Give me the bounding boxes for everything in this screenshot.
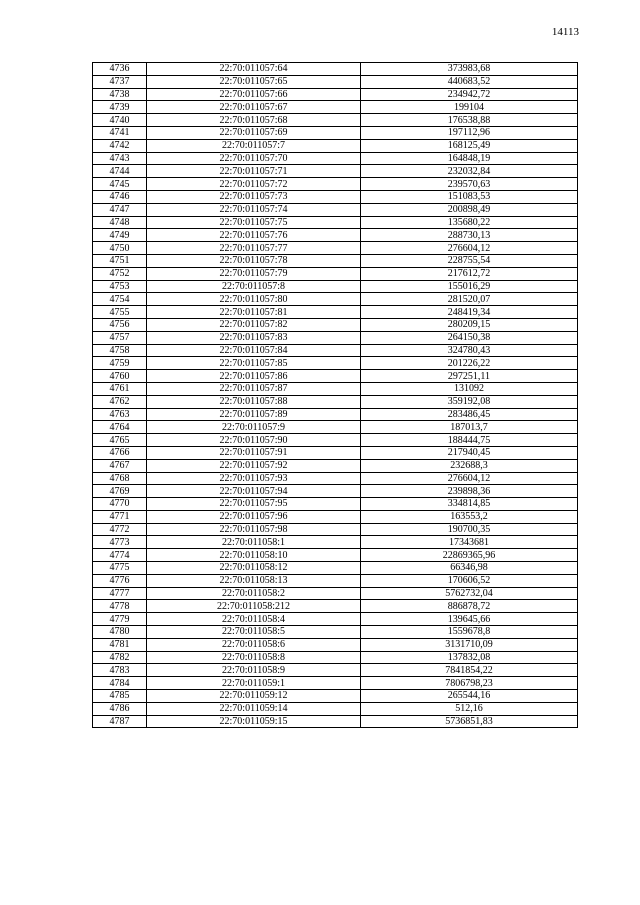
cadastral-number-cell: 22:70:011057:67 — [147, 101, 361, 114]
table-row — [93, 408, 578, 421]
cadastral-number-cell: 22:70:011057:86 — [147, 370, 361, 383]
cadastral-value-cell: 22869365,96 — [361, 549, 578, 562]
cadastral-value-cell: 190700,35 — [361, 523, 578, 536]
cadastral-value-cell: 201226,22 — [361, 357, 578, 370]
table-row — [93, 370, 578, 383]
table-row — [93, 229, 578, 242]
row-number-cell: 4743 — [93, 152, 147, 165]
cadastral-number-cell: 22:70:011058:9 — [147, 664, 361, 677]
table-row — [93, 664, 578, 677]
table-row — [93, 690, 578, 703]
table-row — [93, 587, 578, 600]
cadastral-number-cell: 22:70:011057:79 — [147, 267, 361, 280]
row-number-cell: 4737 — [93, 75, 147, 88]
cadastral-value-cell: 359192,08 — [361, 395, 578, 408]
table-row — [93, 523, 578, 536]
cadastral-value-cell: 239898,36 — [361, 485, 578, 498]
table-row — [93, 549, 578, 562]
cadastral-value-cell: 151083,53 — [361, 190, 578, 203]
table-row — [93, 613, 578, 626]
cadastral-value-cell: 170606,52 — [361, 574, 578, 587]
table-row — [93, 638, 578, 651]
row-number-cell: 4741 — [93, 126, 147, 139]
cadastral-value-cell: 17343681 — [361, 536, 578, 549]
cadastral-value-cell: 265544,16 — [361, 690, 578, 703]
table-row — [93, 63, 578, 76]
row-number-cell: 4771 — [93, 510, 147, 523]
row-number-cell: 4736 — [93, 63, 147, 76]
row-number-cell: 4762 — [93, 395, 147, 408]
cadastral-number-cell: 22:70:011058:5 — [147, 626, 361, 639]
row-number-cell: 4753 — [93, 280, 147, 293]
cadastral-number-cell: 22:70:011057:8 — [147, 280, 361, 293]
row-number-cell: 4787 — [93, 715, 147, 728]
row-number-cell: 4786 — [93, 702, 147, 715]
cadastral-value-cell: 168125,49 — [361, 139, 578, 152]
cadastral-value-cell: 334814,85 — [361, 498, 578, 511]
table-row — [93, 88, 578, 101]
table-row — [93, 242, 578, 255]
table-row — [93, 178, 578, 191]
cadastral-value-cell: 7841854,22 — [361, 664, 578, 677]
cadastral-value-cell: 232688,3 — [361, 459, 578, 472]
row-number-cell: 4750 — [93, 242, 147, 255]
cadastral-value-cell: 197112,96 — [361, 126, 578, 139]
cadastral-value-cell: 264150,38 — [361, 331, 578, 344]
cadastral-number-cell: 22:70:011057:80 — [147, 293, 361, 306]
cadastral-value-cell: 5762732,04 — [361, 587, 578, 600]
cadastral-number-cell: 22:70:011058:1 — [147, 536, 361, 549]
cadastral-value-cell: 135680,22 — [361, 216, 578, 229]
cadastral-number-cell: 22:70:011057:9 — [147, 421, 361, 434]
cadastral-number-cell: 22:70:011058:13 — [147, 574, 361, 587]
row-number-cell: 4780 — [93, 626, 147, 639]
cadastral-value-cell: 7806798,23 — [361, 677, 578, 690]
page-number: 14113 — [551, 26, 579, 38]
row-number-cell: 4774 — [93, 549, 147, 562]
cadastral-number-cell: 22:70:011057:90 — [147, 434, 361, 447]
cadastral-number-cell: 22:70:011057:66 — [147, 88, 361, 101]
cadastral-value-cell: 373983,68 — [361, 63, 578, 76]
cadastral-number-cell: 22:70:011059:14 — [147, 702, 361, 715]
cadastral-number-cell: 22:70:011058:6 — [147, 638, 361, 651]
cadastral-value-table — [92, 62, 578, 728]
cadastral-value-cell: 234942,72 — [361, 88, 578, 101]
table-row — [93, 152, 578, 165]
cadastral-number-cell: 22:70:011057:85 — [147, 357, 361, 370]
table-row — [93, 434, 578, 447]
cadastral-number-cell: 22:70:011057:89 — [147, 408, 361, 421]
table-row — [93, 446, 578, 459]
cadastral-value-cell: 1559678,8 — [361, 626, 578, 639]
row-number-cell: 4740 — [93, 114, 147, 127]
cadastral-number-cell: 22:70:011057:81 — [147, 306, 361, 319]
cadastral-value-cell: 276604,12 — [361, 242, 578, 255]
row-number-cell: 4775 — [93, 562, 147, 575]
table-row — [93, 101, 578, 114]
table-row — [93, 459, 578, 472]
table-row — [93, 357, 578, 370]
cadastral-value-cell: 324780,43 — [361, 344, 578, 357]
cadastral-value-cell: 288730,13 — [361, 229, 578, 242]
row-number-cell: 4769 — [93, 485, 147, 498]
row-number-cell: 4749 — [93, 229, 147, 242]
table-row — [93, 344, 578, 357]
table-row — [93, 485, 578, 498]
table-row — [93, 126, 578, 139]
row-number-cell: 4765 — [93, 434, 147, 447]
table-row — [93, 702, 578, 715]
cadastral-value-cell: 3131710,09 — [361, 638, 578, 651]
cadastral-value-cell: 163553,2 — [361, 510, 578, 523]
cadastral-number-cell: 22:70:011057:83 — [147, 331, 361, 344]
cadastral-value-cell: 512,16 — [361, 702, 578, 715]
table-row — [93, 395, 578, 408]
row-number-cell: 4773 — [93, 536, 147, 549]
cadastral-number-cell: 22:70:011057:70 — [147, 152, 361, 165]
cadastral-number-cell: 22:70:011058:10 — [147, 549, 361, 562]
cadastral-number-cell: 22:70:011059:12 — [147, 690, 361, 703]
cadastral-number-cell: 22:70:011058:4 — [147, 613, 361, 626]
table-row — [93, 421, 578, 434]
cadastral-number-cell: 22:70:011057:65 — [147, 75, 361, 88]
cadastral-number-cell: 22:70:011058:8 — [147, 651, 361, 664]
cadastral-value-cell: 200898,49 — [361, 203, 578, 216]
row-number-cell: 4758 — [93, 344, 147, 357]
cadastral-number-cell: 22:70:011057:91 — [147, 446, 361, 459]
row-number-cell: 4744 — [93, 165, 147, 178]
cadastral-number-cell: 22:70:011058:12 — [147, 562, 361, 575]
row-number-cell: 4747 — [93, 203, 147, 216]
table-row — [93, 293, 578, 306]
cadastral-value-cell: 217940,45 — [361, 446, 578, 459]
table-row — [93, 75, 578, 88]
table-row — [93, 510, 578, 523]
cadastral-value-cell: 281520,07 — [361, 293, 578, 306]
cadastral-value-cell: 187013,7 — [361, 421, 578, 434]
row-number-cell: 4746 — [93, 190, 147, 203]
table-row — [93, 114, 578, 127]
cadastral-value-cell: 131092 — [361, 382, 578, 395]
table-row — [93, 536, 578, 549]
table-body — [93, 63, 578, 728]
row-number-cell: 4745 — [93, 178, 147, 191]
row-number-cell: 4770 — [93, 498, 147, 511]
table-row — [93, 472, 578, 485]
row-number-cell: 4777 — [93, 587, 147, 600]
cadastral-number-cell: 22:70:011057:94 — [147, 485, 361, 498]
table-row — [93, 306, 578, 319]
row-number-cell: 4742 — [93, 139, 147, 152]
cadastral-value-cell: 176538,88 — [361, 114, 578, 127]
table-row — [93, 498, 578, 511]
table-row — [93, 677, 578, 690]
cadastral-value-cell: 217612,72 — [361, 267, 578, 280]
cadastral-number-cell: 22:70:011057:96 — [147, 510, 361, 523]
table-row — [93, 318, 578, 331]
row-number-cell: 4759 — [93, 357, 147, 370]
table-row — [93, 254, 578, 267]
cadastral-number-cell: 22:70:011057:68 — [147, 114, 361, 127]
cadastral-value-cell: 248419,34 — [361, 306, 578, 319]
row-number-cell: 4779 — [93, 613, 147, 626]
cadastral-value-cell: 297251,11 — [361, 370, 578, 383]
cadastral-value-cell: 188444,75 — [361, 434, 578, 447]
cadastral-number-cell: 22:70:011057:7 — [147, 139, 361, 152]
table-row — [93, 562, 578, 575]
table-row — [93, 574, 578, 587]
row-number-cell: 4763 — [93, 408, 147, 421]
cadastral-value-cell: 276604,12 — [361, 472, 578, 485]
cadastral-number-cell: 22:70:011057:88 — [147, 395, 361, 408]
row-number-cell: 4764 — [93, 421, 147, 434]
cadastral-number-cell: 22:70:011057:73 — [147, 190, 361, 203]
cadastral-number-cell: 22:70:011059:15 — [147, 715, 361, 728]
row-number-cell: 4784 — [93, 677, 147, 690]
table-row — [93, 139, 578, 152]
row-number-cell: 4760 — [93, 370, 147, 383]
cadastral-value-cell: 228755,54 — [361, 254, 578, 267]
cadastral-number-cell: 22:70:011057:84 — [147, 344, 361, 357]
cadastral-value-cell: 440683,52 — [361, 75, 578, 88]
cadastral-number-cell: 22:70:011057:72 — [147, 178, 361, 191]
table-row — [93, 651, 578, 664]
cadastral-number-cell: 22:70:011057:69 — [147, 126, 361, 139]
cadastral-number-cell: 22:70:011057:78 — [147, 254, 361, 267]
row-number-cell: 4748 — [93, 216, 147, 229]
row-number-cell: 4738 — [93, 88, 147, 101]
cadastral-number-cell: 22:70:011057:76 — [147, 229, 361, 242]
row-number-cell: 4772 — [93, 523, 147, 536]
cadastral-number-cell: 22:70:011057:98 — [147, 523, 361, 536]
cadastral-value-cell: 137832,08 — [361, 651, 578, 664]
row-number-cell: 4754 — [93, 293, 147, 306]
row-number-cell: 4767 — [93, 459, 147, 472]
cadastral-value-cell: 164848,19 — [361, 152, 578, 165]
table-row — [93, 331, 578, 344]
cadastral-value-cell: 155016,29 — [361, 280, 578, 293]
table-row — [93, 165, 578, 178]
table-row — [93, 382, 578, 395]
table-row — [93, 267, 578, 280]
row-number-cell: 4766 — [93, 446, 147, 459]
row-number-cell: 4781 — [93, 638, 147, 651]
row-number-cell: 4752 — [93, 267, 147, 280]
cadastral-number-cell: 22:70:011058:2 — [147, 587, 361, 600]
cadastral-value-cell: 283486,45 — [361, 408, 578, 421]
cadastral-value-cell: 139645,66 — [361, 613, 578, 626]
row-number-cell: 4778 — [93, 600, 147, 613]
cadastral-value-cell: 66346,98 — [361, 562, 578, 575]
cadastral-number-cell: 22:70:011057:87 — [147, 382, 361, 395]
cadastral-value-cell: 199104 — [361, 101, 578, 114]
row-number-cell: 4768 — [93, 472, 147, 485]
cadastral-number-cell: 22:70:011057:93 — [147, 472, 361, 485]
table-row — [93, 216, 578, 229]
row-number-cell: 4755 — [93, 306, 147, 319]
row-number-cell: 4776 — [93, 574, 147, 587]
cadastral-value-cell: 232032,84 — [361, 165, 578, 178]
cadastral-number-cell: 22:70:011058:212 — [147, 600, 361, 613]
cadastral-number-cell: 22:70:011057:77 — [147, 242, 361, 255]
cadastral-number-cell: 22:70:011057:64 — [147, 63, 361, 76]
row-number-cell: 4785 — [93, 690, 147, 703]
row-number-cell: 4739 — [93, 101, 147, 114]
row-number-cell: 4783 — [93, 664, 147, 677]
cadastral-value-cell: 5736851,83 — [361, 715, 578, 728]
table-row — [93, 600, 578, 613]
row-number-cell: 4751 — [93, 254, 147, 267]
row-number-cell: 4756 — [93, 318, 147, 331]
cadastral-value-cell: 280209,15 — [361, 318, 578, 331]
cadastral-number-cell: 22:70:011057:75 — [147, 216, 361, 229]
table-row — [93, 715, 578, 728]
cadastral-number-cell: 22:70:011057:82 — [147, 318, 361, 331]
cadastral-number-cell: 22:70:011057:71 — [147, 165, 361, 178]
row-number-cell: 4761 — [93, 382, 147, 395]
row-number-cell: 4757 — [93, 331, 147, 344]
cadastral-value-cell: 239570,63 — [361, 178, 578, 191]
table-row — [93, 203, 578, 216]
cadastral-number-cell: 22:70:011059:1 — [147, 677, 361, 690]
table-row — [93, 626, 578, 639]
cadastral-number-cell: 22:70:011057:95 — [147, 498, 361, 511]
cadastral-number-cell: 22:70:011057:74 — [147, 203, 361, 216]
cadastral-number-cell: 22:70:011057:92 — [147, 459, 361, 472]
cadastral-value-cell: 886878,72 — [361, 600, 578, 613]
table-row — [93, 280, 578, 293]
table-row — [93, 190, 578, 203]
row-number-cell: 4782 — [93, 651, 147, 664]
